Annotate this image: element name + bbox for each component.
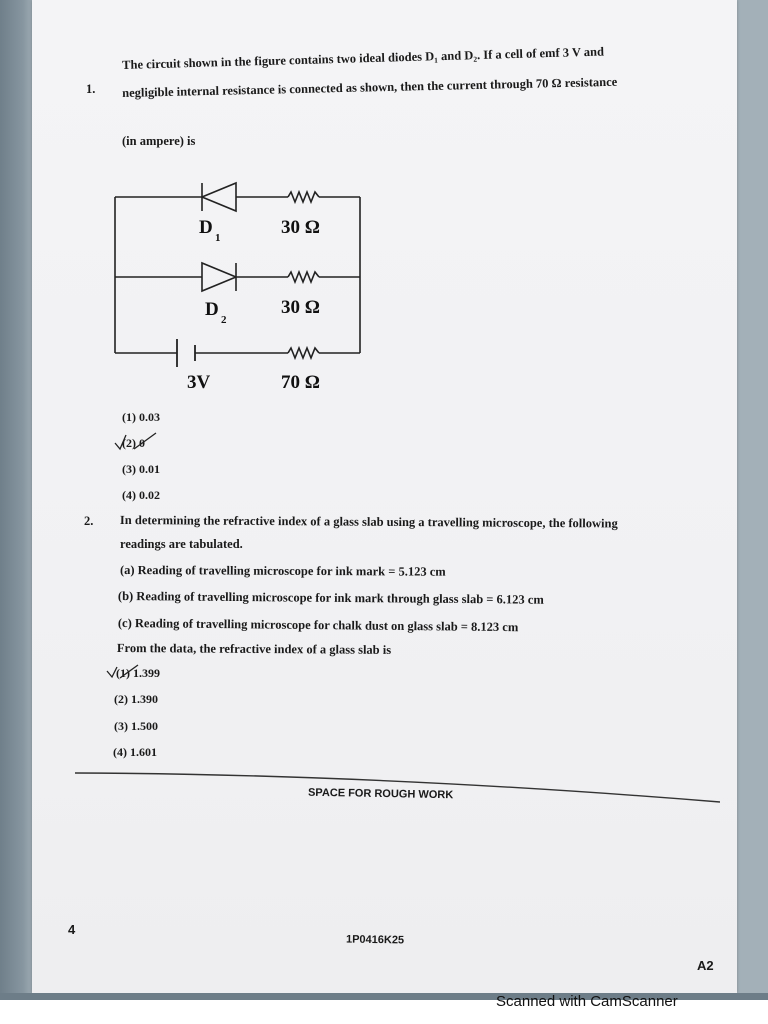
diode-d2-symbol [202, 263, 236, 291]
resistor-2-label: 30 Ω [281, 297, 320, 318]
d1-subscript: 1 [215, 232, 221, 244]
question-2-option-2: (2) 1.390 [114, 692, 158, 706]
paper-code: 1P0416K25 [345, 933, 405, 947]
d2-label: D [205, 299, 219, 320]
rough-work-label: SPACE FOR ROUGH WORK [307, 786, 454, 802]
paper-set: A2 [697, 958, 714, 973]
page-number: 4 [68, 922, 76, 937]
camscanner-watermark: Scanned with CamScanner [496, 993, 678, 1010]
question-2-reading-c: (c) Reading of travelling microscope for chalk dust on glass slab = 8.123 cm [117, 616, 519, 635]
question-2-line-2: readings are tabulated. [120, 537, 243, 551]
resistor-3-label: 70 Ω [281, 372, 320, 393]
question-1-number: 1. [86, 82, 96, 96]
question-1-option-1: (1) 0.03 [122, 410, 160, 424]
question-2-line-1: In determining the refractive index of a glass slab using a travelling microscope, the following [119, 513, 618, 531]
question-2-reading-a: (a) Reading of travelling microscope for ink mark = 5.123 cm [119, 563, 446, 579]
cell-symbol [177, 339, 195, 367]
question-2-reading-b: (b) Reading of travelling microscope for ink mark through glass slab = 6.123 cm [117, 589, 544, 607]
question-1-line-3: (in ampere) is [122, 134, 196, 148]
d2-subscript: 2 [221, 314, 227, 326]
question-1-option-4: (4) 0.02 [122, 488, 160, 502]
question-2-line-last: From the data, the refractive index of a glass slab is [116, 641, 392, 657]
question-2-option-3: (3) 1.500 [114, 719, 158, 733]
question-2-option-4: (4) 1.601 [113, 745, 157, 759]
question-1-line-2: negligible internal resistance is connected as shown, then the current through 70 Ω resistance [122, 74, 618, 100]
question-1-line-1: The circuit shown in the figure contains two ideal diodes D₁ and D₂. If a cell of emf 3 V and [122, 44, 605, 72]
question-1-option-3: (3) 0.01 [122, 462, 160, 476]
d1-label: D [199, 217, 213, 238]
question-1-option-2: (2) 0 [122, 436, 145, 450]
diode-d1-symbol [202, 183, 236, 211]
question-2-number: 2. [84, 514, 94, 528]
cell-label: 3V [187, 372, 211, 393]
question-2-option-1: (1) 1.399 [116, 666, 160, 680]
resistor-1-label: 30 Ω [281, 217, 320, 238]
circuit-diagram [105, 175, 375, 400]
